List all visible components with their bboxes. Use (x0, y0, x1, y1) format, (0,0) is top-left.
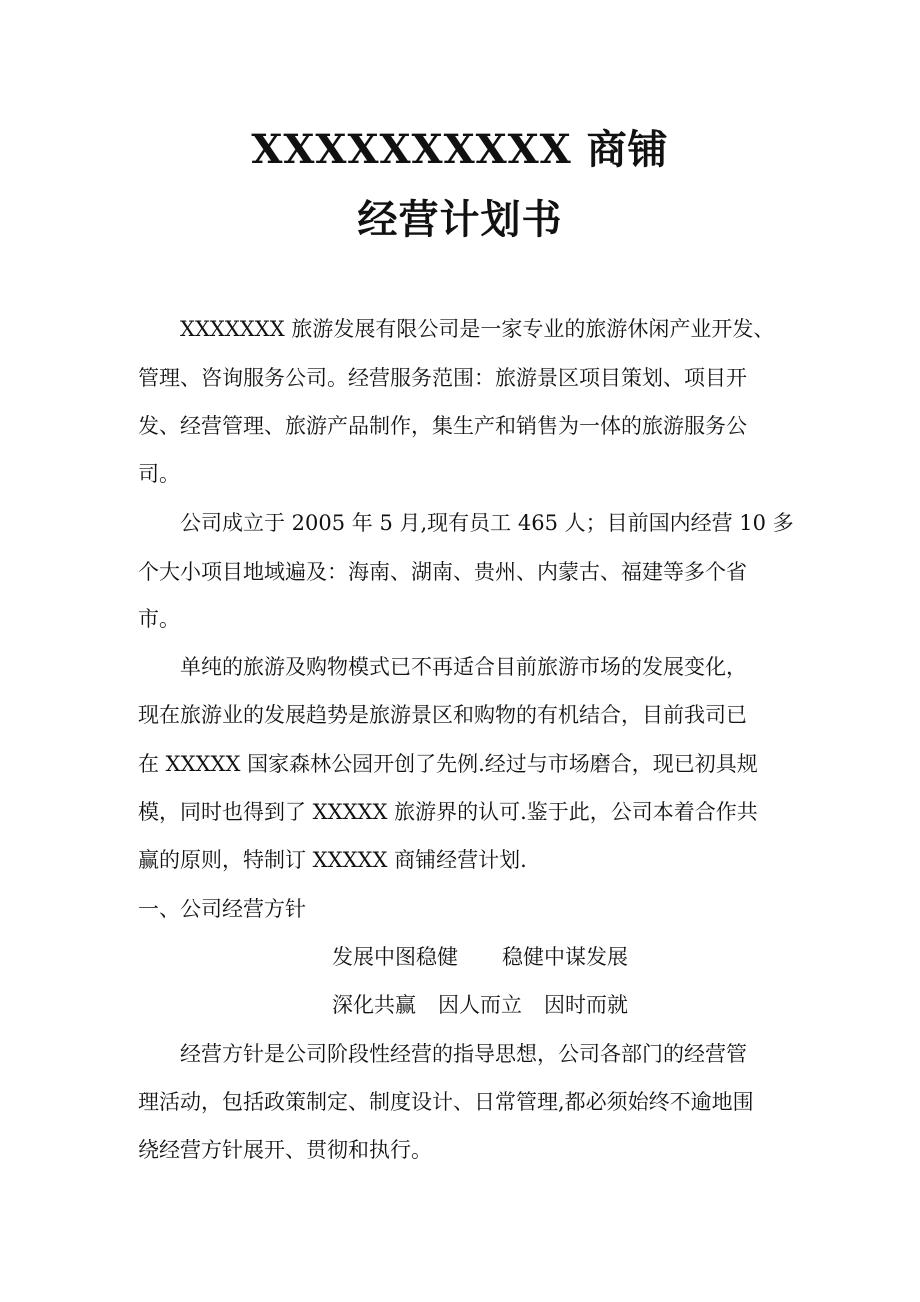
paragraph3-line: 单纯的旅游及购物模式已不再适合目前旅游市场的发展变化， (180, 655, 747, 679)
section-heading: 一、公司经营方针 (138, 897, 306, 921)
paragraph2-line: 个大小项目地域遍及：海南、湖南、贵州、内蒙古、福建等多个省 (138, 560, 747, 584)
title-line-2: 经营计划书 (357, 196, 563, 243)
paragraph1-line: 管理、咨询服务公司。经营服务范围：旅游景区项目策划、项目开 (138, 366, 747, 390)
paragraph2-line: 公司成立于 2005 年 5 月,现有员工 465 人；目前国内经营 10 多 (180, 511, 794, 535)
paragraph1-line: XXXXXXX 旅游发展有限公司是一家专业的旅游休闲产业开发、 (180, 317, 775, 341)
paragraph2-line: 市。 (138, 607, 180, 631)
paragraph3-line: 赢的原则，特制订 XXXXX 商铺经营计划. (138, 848, 527, 872)
paragraph4-line: 绕经营方针展开、贯彻和执行。 (138, 1138, 432, 1162)
motto-phrase: 深化共赢 (332, 993, 416, 1017)
motto-phrase: 因时而就 (544, 993, 628, 1017)
motto-line-1 (332, 943, 628, 971)
paragraph1-line: 司。 (138, 462, 180, 486)
paragraph1-line: 发、经营管理、旅游产品制作，集生产和销售为一体的旅游服务公 (138, 414, 747, 438)
motto-phrase: 因人而立 (438, 993, 522, 1017)
paragraph3-line: 在 XXXXX 国家森林公园开创了先例.经过与市场磨合，现已初具规 (138, 752, 758, 776)
paragraph3-line: 现在旅游业的发展趋势是旅游景区和购物的有机结合，目前我司已 (138, 703, 747, 727)
motto-phrase: 发展中图稳健 (332, 945, 458, 969)
motto-phrase: 稳健中谋发展 (502, 945, 628, 969)
paragraph3-line: 模，同时也得到了 XXXXX 旅游界的认可.鉴于此，公司本着合作共 (138, 800, 758, 824)
title-line-1: XXXXXXXXXX 商铺 (251, 126, 669, 173)
paragraph4-line: 经营方针是公司阶段性经营的指导思想，公司各部门的经营管 (180, 1042, 747, 1066)
paragraph4-line: 理活动，包括政策制定、制度设计、日常管理,都必须始终不逾地围 (138, 1090, 754, 1114)
motto-line-2 (332, 991, 628, 1019)
